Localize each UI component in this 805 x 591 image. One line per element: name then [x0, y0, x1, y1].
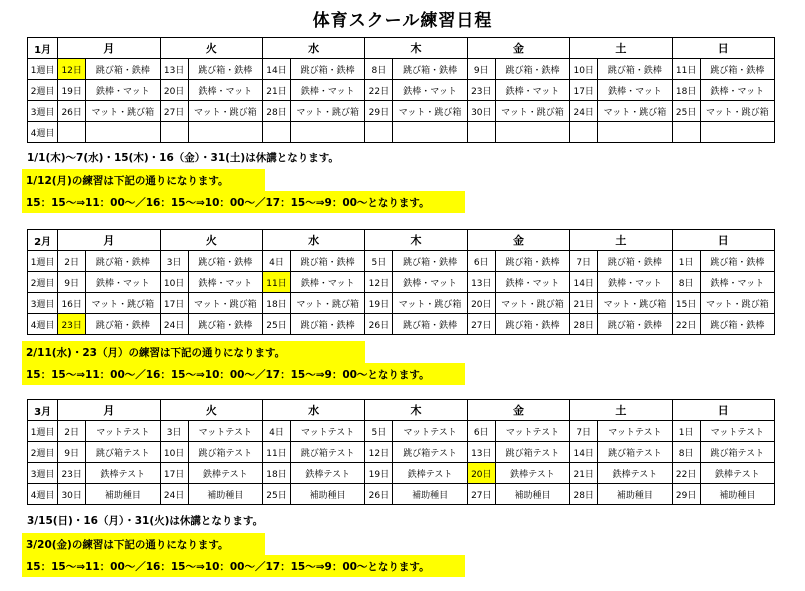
week-label: 2週目	[28, 272, 58, 293]
day-header-mon: 月	[58, 400, 160, 421]
activity-cell: 跳び箱・鉄棒	[495, 314, 569, 335]
activity-cell	[700, 122, 774, 143]
date-cell: 21日	[262, 80, 290, 101]
date-cell: 27日	[160, 101, 188, 122]
week-label: 2週目	[28, 442, 58, 463]
activity-cell: 補助種目	[598, 484, 672, 505]
date-cell: 18日	[262, 293, 290, 314]
activity-cell: マットテスト	[291, 421, 365, 442]
activity-cell: マット・跳び箱	[700, 293, 774, 314]
table-row	[28, 80, 775, 101]
week-label: 4週目	[28, 122, 58, 143]
activity-cell: 跳び箱・鉄棒	[188, 251, 262, 272]
activity-cell: マット・跳び箱	[598, 101, 672, 122]
date-cell: 25日	[672, 101, 700, 122]
date-cell	[365, 122, 393, 143]
schedule-table-march	[27, 399, 775, 505]
activity-cell: 鉄棒・マット	[598, 272, 672, 293]
activity-cell	[291, 122, 365, 143]
day-header-fri: 金	[467, 230, 569, 251]
date-cell: 13日	[160, 59, 188, 80]
date-cell: 23日	[58, 314, 86, 335]
activity-cell	[495, 122, 569, 143]
activity-cell: 跳び箱・鉄棒	[393, 251, 467, 272]
month-label: 3月	[28, 400, 58, 421]
highlight-times-march: 15：15～⇒11：00～／16：15～⇒10：00～／17：15～⇒9：00～となります。	[22, 555, 465, 577]
activity-cell: マット・跳び箱	[188, 293, 262, 314]
activity-cell: 鉄棒・マット	[598, 80, 672, 101]
week-label: 1週目	[28, 421, 58, 442]
date-cell: 24日	[160, 314, 188, 335]
table-row	[28, 251, 775, 272]
activity-cell	[393, 122, 467, 143]
date-cell: 22日	[672, 314, 700, 335]
activity-cell: マット・跳び箱	[393, 293, 467, 314]
activity-cell: 跳び箱テスト	[700, 442, 774, 463]
date-cell: 25日	[262, 484, 290, 505]
activity-cell: 跳び箱・鉄棒	[291, 59, 365, 80]
date-cell: 1日	[672, 421, 700, 442]
date-cell	[672, 122, 700, 143]
date-cell: 10日	[160, 272, 188, 293]
closure-note-january: 1/1(木)～7(水)・15(木)・16（金）・31(土)は休講となります。	[27, 152, 339, 164]
activity-cell: 跳び箱・鉄棒	[598, 251, 672, 272]
activity-cell: 跳び箱・鉄棒	[598, 314, 672, 335]
activity-cell: マットテスト	[598, 421, 672, 442]
day-header-sat: 土	[570, 400, 672, 421]
activity-cell: マットテスト	[188, 421, 262, 442]
table-row	[28, 442, 775, 463]
activity-cell: 跳び箱・鉄棒	[495, 251, 569, 272]
activity-cell: マット・跳び箱	[291, 293, 365, 314]
day-header-tue: 火	[160, 38, 262, 59]
date-cell: 11日	[672, 59, 700, 80]
day-header-thu: 木	[365, 230, 467, 251]
activity-cell	[188, 122, 262, 143]
week-label: 3週目	[28, 463, 58, 484]
activity-cell: 鉄棒テスト	[291, 463, 365, 484]
activity-cell: 跳び箱・鉄棒	[86, 59, 160, 80]
date-cell: 21日	[570, 293, 598, 314]
activity-cell: 跳び箱・鉄棒	[291, 314, 365, 335]
date-cell: 26日	[365, 314, 393, 335]
activity-cell: 跳び箱テスト	[86, 442, 160, 463]
date-cell	[58, 122, 86, 143]
date-cell: 14日	[262, 59, 290, 80]
date-cell: 13日	[467, 442, 495, 463]
activity-cell: 跳び箱・鉄棒	[700, 314, 774, 335]
table-row	[28, 101, 775, 122]
date-cell: 28日	[262, 101, 290, 122]
activity-cell: 跳び箱・鉄棒	[495, 59, 569, 80]
table-row	[28, 421, 775, 442]
activity-cell: 跳び箱・鉄棒	[393, 314, 467, 335]
day-header-tue: 火	[160, 230, 262, 251]
activity-cell: マット・跳び箱	[700, 101, 774, 122]
date-cell: 29日	[672, 484, 700, 505]
date-cell	[160, 122, 188, 143]
activity-cell: 鉄棒・マット	[495, 80, 569, 101]
date-cell: 12日	[365, 442, 393, 463]
activity-cell: 補助種目	[86, 484, 160, 505]
activity-cell: 鉄棒・マット	[700, 80, 774, 101]
date-cell: 18日	[262, 463, 290, 484]
table-row	[28, 59, 775, 80]
date-cell: 11日	[262, 442, 290, 463]
day-header-sat: 土	[570, 38, 672, 59]
activity-cell: 跳び箱・鉄棒	[598, 59, 672, 80]
activity-cell: 鉄棒・マット	[86, 272, 160, 293]
week-label: 1週目	[28, 251, 58, 272]
activity-cell: 鉄棒・マット	[188, 272, 262, 293]
day-header-tue: 火	[160, 400, 262, 421]
activity-cell: 鉄棒テスト	[495, 463, 569, 484]
date-cell: 20日	[467, 293, 495, 314]
day-header-sun: 日	[672, 230, 774, 251]
activity-cell: 補助種目	[393, 484, 467, 505]
date-cell: 8日	[672, 272, 700, 293]
day-header-wed: 水	[262, 230, 364, 251]
date-cell: 26日	[58, 101, 86, 122]
highlight-title-march: 3/20(金)の練習は下記の通りになります。	[22, 533, 265, 555]
date-cell	[570, 122, 598, 143]
day-header-fri: 金	[467, 38, 569, 59]
date-cell: 28日	[570, 314, 598, 335]
page-title: 体育スクール練習日程	[312, 11, 493, 31]
day-header-mon: 月	[58, 38, 160, 59]
activity-cell: マット・跳び箱	[86, 101, 160, 122]
day-header-sun: 日	[672, 400, 774, 421]
activity-cell: マットテスト	[393, 421, 467, 442]
activity-cell: 補助種目	[291, 484, 365, 505]
activity-cell: 鉄棒・マット	[393, 80, 467, 101]
date-cell: 2日	[58, 251, 86, 272]
date-cell: 27日	[467, 314, 495, 335]
month-label: 1月	[28, 38, 58, 59]
date-cell: 1日	[672, 251, 700, 272]
highlight-times-january: 15：15～⇒11：00～／16：15～⇒10：00～／17：15～⇒9：00～となります。	[22, 191, 465, 213]
date-cell: 12日	[365, 272, 393, 293]
month-label: 2月	[28, 230, 58, 251]
date-cell	[262, 122, 290, 143]
date-cell: 22日	[365, 80, 393, 101]
date-cell: 9日	[467, 59, 495, 80]
activity-cell	[86, 122, 160, 143]
week-label: 4週目	[28, 314, 58, 335]
schedule-table-february	[27, 229, 775, 335]
closure-note-march: 3/15(日)・16（月）・31(火)は休講となります。	[27, 515, 264, 527]
day-header-sat: 土	[570, 230, 672, 251]
activity-cell: 鉄棒テスト	[393, 463, 467, 484]
date-cell: 9日	[58, 272, 86, 293]
activity-cell: マットテスト	[495, 421, 569, 442]
date-cell	[467, 122, 495, 143]
date-cell: 2日	[58, 421, 86, 442]
header-row	[28, 38, 775, 59]
date-cell: 8日	[672, 442, 700, 463]
day-header-wed: 水	[262, 400, 364, 421]
date-cell: 7日	[570, 421, 598, 442]
date-cell: 3日	[160, 251, 188, 272]
date-cell: 19日	[365, 293, 393, 314]
table-row	[28, 484, 775, 505]
week-label: 1週目	[28, 59, 58, 80]
date-cell: 30日	[467, 101, 495, 122]
day-header-thu: 木	[365, 400, 467, 421]
date-cell: 17日	[570, 80, 598, 101]
date-cell: 23日	[58, 463, 86, 484]
activity-cell: 鉄棒テスト	[86, 463, 160, 484]
date-cell: 29日	[365, 101, 393, 122]
activity-cell: 鉄棒・マット	[495, 272, 569, 293]
activity-cell: マット・跳び箱	[495, 101, 569, 122]
date-cell: 5日	[365, 421, 393, 442]
date-cell: 14日	[570, 272, 598, 293]
activity-cell: 跳び箱・鉄棒	[188, 59, 262, 80]
activity-cell: 鉄棒・マット	[291, 80, 365, 101]
activity-cell: 補助種目	[495, 484, 569, 505]
activity-cell: マット・跳び箱	[598, 293, 672, 314]
date-cell: 6日	[467, 251, 495, 272]
date-cell: 4日	[262, 251, 290, 272]
date-cell: 17日	[160, 463, 188, 484]
header-row	[28, 230, 775, 251]
activity-cell: 跳び箱・鉄棒	[700, 59, 774, 80]
activity-cell: 鉄棒・マット	[393, 272, 467, 293]
activity-cell: 跳び箱・鉄棒	[393, 59, 467, 80]
date-cell: 24日	[160, 484, 188, 505]
date-cell: 10日	[160, 442, 188, 463]
activity-cell: 鉄棒・マット	[188, 80, 262, 101]
day-header-thu: 木	[365, 38, 467, 59]
highlight-title-january: 1/12(月)の練習は下記の通りになります。	[22, 169, 265, 191]
date-cell: 20日	[160, 80, 188, 101]
activity-cell: マット・跳び箱	[393, 101, 467, 122]
table-row	[28, 293, 775, 314]
week-label: 2週目	[28, 80, 58, 101]
activity-cell: マットテスト	[86, 421, 160, 442]
highlight-title-february: 2/11(水)・23（月）の練習は下記の通りになります。	[22, 341, 365, 363]
activity-cell: マット・跳び箱	[495, 293, 569, 314]
week-label: 3週目	[28, 101, 58, 122]
date-cell: 8日	[365, 59, 393, 80]
date-cell: 20日	[467, 463, 495, 484]
date-cell: 30日	[58, 484, 86, 505]
highlight-times-february: 15：15～⇒11：00～／16：15～⇒10：00～／17：15～⇒9：00～となります。	[22, 363, 465, 385]
activity-cell: 鉄棒テスト	[598, 463, 672, 484]
activity-cell: 補助種目	[700, 484, 774, 505]
date-cell: 13日	[467, 272, 495, 293]
activity-cell: 跳び箱テスト	[598, 442, 672, 463]
activity-cell: マットテスト	[700, 421, 774, 442]
activity-cell: マット・跳び箱	[291, 101, 365, 122]
activity-cell: 補助種目	[188, 484, 262, 505]
date-cell: 19日	[58, 80, 86, 101]
day-header-wed: 水	[262, 38, 364, 59]
activity-cell	[598, 122, 672, 143]
activity-cell: 鉄棒・マット	[291, 272, 365, 293]
date-cell: 15日	[672, 293, 700, 314]
date-cell: 14日	[570, 442, 598, 463]
date-cell: 28日	[570, 484, 598, 505]
date-cell: 3日	[160, 421, 188, 442]
date-cell: 5日	[365, 251, 393, 272]
date-cell: 25日	[262, 314, 290, 335]
activity-cell: 鉄棒テスト	[188, 463, 262, 484]
activity-cell: 跳び箱・鉄棒	[86, 314, 160, 335]
activity-cell: 跳び箱テスト	[495, 442, 569, 463]
date-cell: 16日	[58, 293, 86, 314]
day-header-mon: 月	[58, 230, 160, 251]
activity-cell: 鉄棒・マット	[700, 272, 774, 293]
date-cell: 7日	[570, 251, 598, 272]
date-cell: 23日	[467, 80, 495, 101]
activity-cell: 跳び箱・鉄棒	[291, 251, 365, 272]
week-label: 4週目	[28, 484, 58, 505]
activity-cell: 跳び箱テスト	[291, 442, 365, 463]
date-cell: 21日	[570, 463, 598, 484]
date-cell: 9日	[58, 442, 86, 463]
week-label: 3週目	[28, 293, 58, 314]
date-cell: 6日	[467, 421, 495, 442]
activity-cell: マット・跳び箱	[86, 293, 160, 314]
table-row	[28, 272, 775, 293]
date-cell: 18日	[672, 80, 700, 101]
day-header-sun: 日	[672, 38, 774, 59]
activity-cell: 跳び箱・鉄棒	[700, 251, 774, 272]
activity-cell: マット・跳び箱	[188, 101, 262, 122]
schedule-table-january	[27, 37, 775, 143]
activity-cell: 跳び箱テスト	[393, 442, 467, 463]
table-row	[28, 463, 775, 484]
date-cell: 19日	[365, 463, 393, 484]
date-cell: 27日	[467, 484, 495, 505]
date-cell: 10日	[570, 59, 598, 80]
date-cell: 4日	[262, 421, 290, 442]
activity-cell: 跳び箱・鉄棒	[86, 251, 160, 272]
activity-cell: 跳び箱・鉄棒	[188, 314, 262, 335]
activity-cell: 鉄棒・マット	[86, 80, 160, 101]
table-row	[28, 314, 775, 335]
activity-cell: 鉄棒テスト	[700, 463, 774, 484]
date-cell: 12日	[58, 59, 86, 80]
date-cell: 17日	[160, 293, 188, 314]
table-row	[28, 122, 775, 143]
activity-cell: 跳び箱テスト	[188, 442, 262, 463]
date-cell: 11日	[262, 272, 290, 293]
date-cell: 26日	[365, 484, 393, 505]
date-cell: 22日	[672, 463, 700, 484]
day-header-fri: 金	[467, 400, 569, 421]
header-row	[28, 400, 775, 421]
date-cell: 24日	[570, 101, 598, 122]
